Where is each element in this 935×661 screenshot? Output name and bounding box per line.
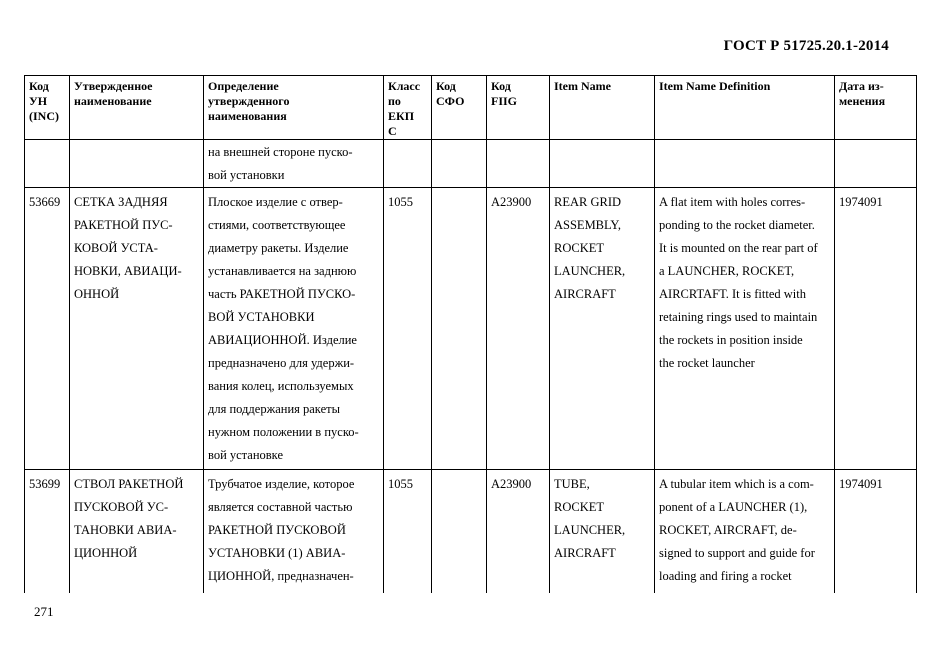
cell-item-definition — [655, 188, 835, 470]
table-header-row — [25, 76, 917, 140]
cell-text-line: СЕТКА ЗАДНЯЯ — [74, 195, 168, 209]
cell-text-line: Item Name Definition — [659, 79, 771, 93]
cell-text-line: AIRCRTAFT. It is fitted with — [659, 287, 806, 301]
cell-text-line: менения — [839, 94, 886, 108]
cell-text-line: ЦИОННОЙ, предназначен- — [208, 569, 354, 583]
cell-fiig: A23900 — [487, 188, 550, 470]
cell-inc: 53699 — [25, 470, 70, 593]
cell-text-line: FIIG — [491, 94, 518, 108]
cell-text-line: LAUNCHER, — [554, 264, 626, 278]
cell-text-line: Код — [491, 79, 511, 93]
cell-text-line: the rocket launcher — [659, 356, 755, 370]
cell-text-line: Трубчатое изделие, которое — [208, 477, 355, 491]
cell-definition — [204, 140, 384, 188]
cell-text-line: АВИАЦИОННОЙ. Изделие — [208, 333, 357, 347]
cell-text-line: ROCKET, AIRCRAFT, de- — [659, 523, 797, 537]
header-item-name-definition — [655, 76, 835, 140]
cell-text-line: REAR GRID — [554, 195, 622, 209]
cell-text-line: signed to support and guide for — [659, 546, 815, 560]
cell-text-line: СФО — [436, 94, 465, 108]
cell-text-line: С — [388, 124, 397, 138]
cell-item-definition — [655, 470, 835, 593]
cell-text-line: AIRCRAFT — [554, 546, 616, 560]
cell-text-line: ОННОЙ — [74, 287, 120, 301]
header-definition — [204, 76, 384, 140]
nomenclature-table — [24, 75, 917, 593]
cell-text-line: retaining rings used to maintain — [659, 310, 818, 324]
cell-text-line: ПУСКОВОЙ УС- — [74, 500, 169, 514]
cell-definition — [204, 470, 384, 593]
cell-date — [835, 140, 917, 188]
cell-text-line: Дата из- — [839, 79, 884, 93]
cell-text-line: Код — [436, 79, 456, 93]
cell-text-line: наименования — [208, 109, 287, 123]
cell-text-line: the rockets in position inside — [659, 333, 803, 347]
table-row — [25, 470, 917, 593]
header-sfo — [432, 76, 487, 140]
cell-class: 1055 — [384, 188, 432, 470]
cell-name — [70, 188, 204, 470]
cell-text-line: Item Name — [554, 79, 611, 93]
cell-text-line: на внешней стороне пуско- — [208, 145, 353, 159]
cell-text-line: является составной частью — [208, 500, 353, 514]
header-inc — [25, 76, 70, 140]
cell-text-line: a LAUNCHER, ROCKET, — [659, 264, 795, 278]
cell-item-definition — [655, 140, 835, 188]
page-number: 271 — [34, 604, 54, 619]
cell-text-line: ROCKET — [554, 241, 604, 255]
cell-text-line: Класс — [388, 79, 421, 93]
header-change-date — [835, 76, 917, 140]
cell-date: 1974091 — [835, 470, 917, 593]
cell-text-line: КОВОЙ УСТА- — [74, 241, 158, 255]
cell-text-line: A tubular item which is a com- — [659, 477, 814, 491]
cell-text-line: стиями, соответствующее — [208, 218, 346, 232]
cell-text-line: РАКЕТНОЙ ПУСКОВОЙ — [208, 523, 346, 537]
cell-text-line: TUBE, — [554, 477, 590, 491]
cell-text-line: наименование — [74, 94, 152, 108]
cell-text-line: ponent of a LAUNCHER (1), — [659, 500, 808, 514]
cell-text-line: вания колец, используемых — [208, 379, 354, 393]
cell-text-line: Код — [29, 79, 49, 93]
cell-text-line: СТВОЛ РАКЕТНОЙ — [74, 477, 184, 491]
cell-text-line: устанавливается на заднюю — [208, 264, 357, 278]
cell-text-line: ponding to the rocket diameter. — [659, 218, 815, 232]
cell-fiig — [487, 140, 550, 188]
header-approved-name — [70, 76, 204, 140]
cell-inc — [25, 140, 70, 188]
cell-sfo — [432, 140, 487, 188]
header-item-name — [550, 76, 655, 140]
cell-text-line: для поддержания ракеты — [208, 402, 340, 416]
cell-text-line: loading and firing a rocket — [659, 569, 792, 583]
header-fiig — [487, 76, 550, 140]
cell-item-name — [550, 470, 655, 593]
cell-text-line: НОВКИ, АВИАЦИ- — [74, 264, 182, 278]
cell-text-line: нужном положении в пуско- — [208, 425, 359, 439]
cell-text-line: вой установке — [208, 448, 283, 462]
cell-name — [70, 140, 204, 188]
cell-text-line: по — [388, 94, 401, 108]
cell-text-line: Утвержденное — [74, 79, 153, 93]
cell-text-line: LAUNCHER, — [554, 523, 626, 537]
cell-text-line: ASSEMBLY, — [554, 218, 621, 232]
cell-text-line: Плоское изделие с отвер- — [208, 195, 343, 209]
cell-text-line: вой установки — [208, 168, 285, 182]
cell-text-line: ВОЙ УСТАНОВКИ — [208, 310, 315, 324]
cell-text-line: A flat item with holes corres- — [659, 195, 806, 209]
cell-text-line: утвержденного — [208, 94, 290, 108]
cell-text-line: ROCKET — [554, 500, 604, 514]
continuation-row — [25, 140, 917, 188]
cell-text-line: часть РАКЕТНОЙ ПУСКО- — [208, 287, 356, 301]
cell-text-line: (INC) — [29, 109, 59, 123]
cell-text-line: ЦИОННОЙ — [74, 546, 138, 560]
cell-class: 1055 — [384, 470, 432, 593]
cell-date: 1974091 — [835, 188, 917, 470]
cell-text-line: It is mounted on the rear part of — [659, 241, 818, 255]
cell-text-line: AIRCRAFT — [554, 287, 616, 301]
cell-text-line: УН — [29, 94, 48, 108]
cell-text-line: ЕКП — [388, 109, 415, 123]
cell-definition — [204, 188, 384, 470]
cell-text-line: предназначено для удержи- — [208, 356, 355, 370]
cell-text-line: УСТАНОВКИ (1) АВИА- — [208, 546, 346, 560]
table-row — [25, 188, 917, 470]
cell-class — [384, 140, 432, 188]
cell-item-name — [550, 188, 655, 470]
cell-fiig: A23900 — [487, 470, 550, 593]
cell-sfo — [432, 188, 487, 470]
document-standard-header: ГОСТ Р 51725.20.1-2014 — [723, 38, 889, 54]
cell-text-line: диаметру ракеты. Изделие — [208, 241, 349, 255]
cell-inc: 53669 — [25, 188, 70, 470]
header-class — [384, 76, 432, 140]
cell-text-line: РАКЕТНОЙ ПУС- — [74, 218, 173, 232]
cell-sfo — [432, 470, 487, 593]
cell-item-name — [550, 140, 655, 188]
cell-text-line: ТАНОВКИ АВИА- — [74, 523, 177, 537]
cell-name — [70, 470, 204, 593]
cell-text-line: Определение — [208, 79, 279, 93]
